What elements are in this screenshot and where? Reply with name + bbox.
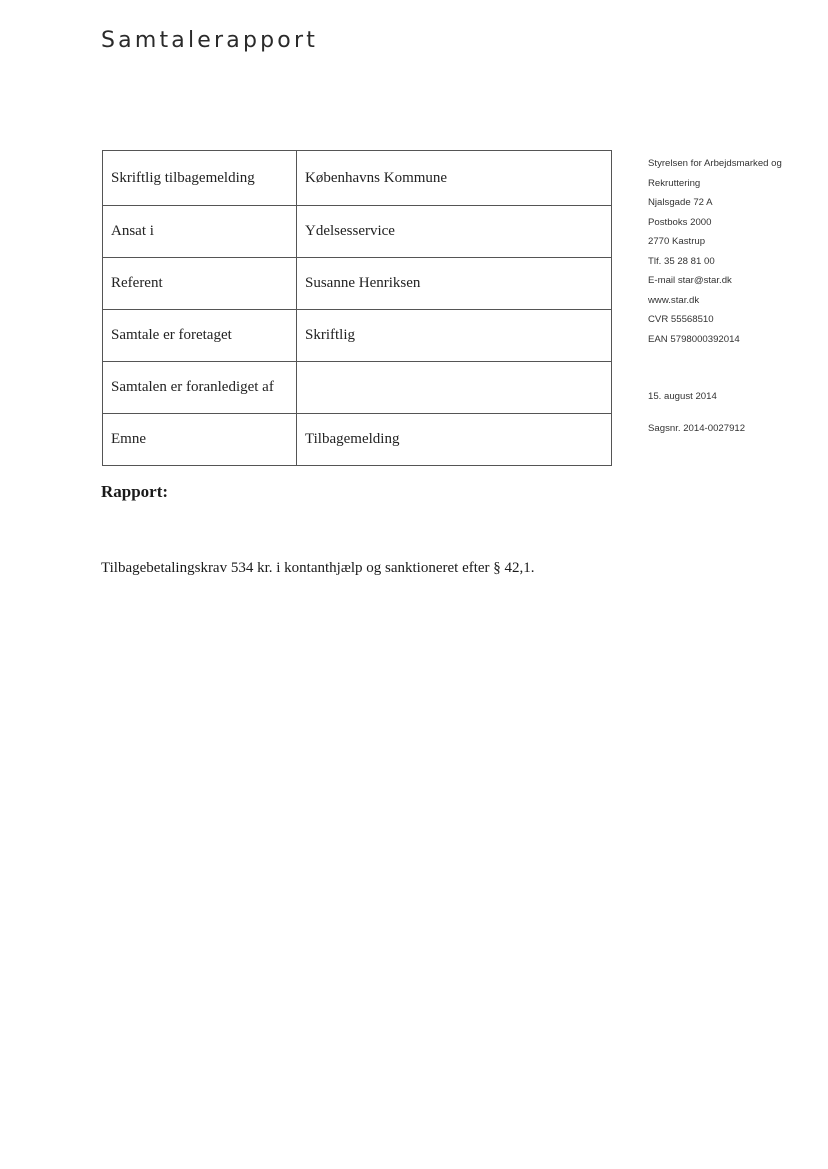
table-row — [103, 362, 612, 414]
sender-cvr: CVR 55568510 — [648, 314, 714, 325]
sender-org-line1: Styrelsen for Arbejdsmarked og — [648, 158, 782, 169]
report-body: Tilbagebetalingskrav 534 kr. i kontanthjælp og sanktioneret efter § 42,1. — [101, 560, 535, 576]
row-label: Samtale er foretaget — [103, 310, 297, 362]
row-value: Susanne Henriksen — [297, 258, 612, 310]
row-value: Ydelsesservice — [297, 206, 612, 258]
page-title: Samtalerapport — [101, 28, 319, 53]
sender-street: Njalsgade 72 A — [648, 197, 713, 208]
row-label: Referent — [103, 258, 297, 310]
table-row — [103, 151, 612, 206]
table-row — [103, 258, 612, 310]
table-row — [103, 310, 612, 362]
sender-pobox: Postboks 2000 — [648, 216, 712, 228]
row-label: Emne — [103, 414, 297, 466]
table-row — [103, 206, 612, 258]
row-label: Samtalen er foranlediget af — [103, 362, 297, 414]
sender-ean: EAN 5798000392014 — [648, 333, 740, 345]
row-label: Skriftlig tilbagemelding — [103, 151, 297, 206]
conversation-info-table — [102, 150, 612, 466]
report-heading: Rapport: — [101, 482, 169, 501]
row-value — [297, 362, 612, 414]
row-value: Københavns Kommune — [297, 151, 612, 206]
row-value: Skriftlig — [297, 310, 612, 362]
table-row — [103, 414, 612, 466]
sender-address-block — [648, 154, 823, 434]
document-date: 15. august 2014 — [648, 391, 717, 402]
sender-phone: Tlf. 35 28 81 00 — [648, 255, 715, 267]
sender-web: www.star.dk — [648, 294, 700, 306]
row-value: Tilbagemelding — [297, 414, 612, 466]
sender-email: E-mail star@star.dk — [648, 275, 732, 286]
case-number: Sagsnr. 2014-0027912 — [648, 423, 746, 434]
sender-org-line2: Rekruttering — [648, 177, 701, 189]
sender-city: 2770 Kastrup — [648, 236, 706, 247]
row-label: Ansat i — [103, 206, 297, 258]
